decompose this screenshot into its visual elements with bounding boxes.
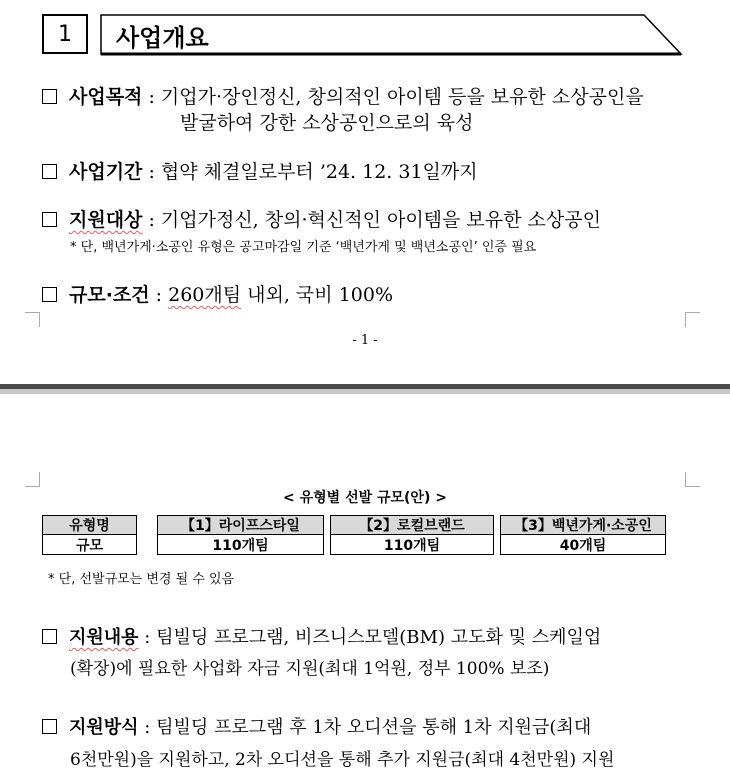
item-support-content: 지원내용 : 팀빌딩 프로그램, 비즈니스모델(BM) 고도화 및 스케일업	[42, 623, 601, 649]
target-note: * 단, 백년가게·소공인 유형은 공고마감일 기준 ‘백년가게 및 백년소공인’ 인증 필요	[70, 240, 537, 255]
table-header-type: 유형명	[42, 515, 137, 535]
item-text: 협약 체결일로부터 ’24. 12. 31일까지	[160, 161, 478, 183]
section-number: 1	[58, 21, 72, 47]
item-text: 260개팀	[168, 284, 242, 306]
section-number-box	[42, 14, 88, 54]
page-number: - 1 -	[352, 333, 378, 348]
item-label: 사업기간	[69, 161, 143, 183]
table-note: * 단, 선발규모는 변경 될 수 있음	[48, 572, 235, 587]
checkbox-square-icon	[42, 629, 57, 644]
page-corner-mark	[685, 312, 700, 327]
checkbox-square-icon	[42, 287, 57, 302]
item-support-method-continued: 6천만원)을 지원하고, 2차 오디션을 통해 추가 지원금(최대 4천만원) 지원	[70, 750, 615, 770]
item-text: 팀빌딩 프로그램 후 1차 오디션을 통해 1차 지원금(최대	[156, 717, 592, 738]
item-text: 기업가·장인정신, 창의적인 아이템 등을 보유한 소상공인을	[160, 86, 644, 108]
item-purpose-continued: 발굴하여 강한 소상공인으로의 육성	[180, 112, 474, 134]
item-label: 지원대상	[69, 209, 143, 231]
table-cell-local-brand: 110개팀	[330, 534, 494, 555]
page-separator-shadow	[0, 389, 730, 394]
checkbox-square-icon	[42, 164, 57, 179]
item-label: 지원방식	[69, 717, 139, 738]
item-purpose: 사업목적 : 기업가·장인정신, 창의적인 아이템 등을 보유한 소상공인을	[42, 82, 644, 109]
table-cell-lifestyle: 110개팀	[157, 534, 324, 555]
table-header-local-brand: 【2】로컬브랜드	[330, 515, 494, 535]
table-title: < 유형별 선발 규모(안) >	[283, 490, 447, 506]
item-label: 규모·조건	[69, 284, 150, 306]
section-title: 사업개요	[116, 24, 209, 52]
item-support-method: 지원방식 : 팀빌딩 프로그램 후 1차 오디션을 통해 1차 지원금(최대	[42, 713, 591, 739]
item-label: 지원내용	[69, 627, 139, 648]
item-label: 사업목적	[69, 86, 143, 108]
page-corner-mark	[25, 472, 40, 487]
item-target: 지원대상 : 기업가정신, 창의·혁신적인 아이템을 보유한 소상공인	[42, 205, 601, 232]
table-row-label: 규모	[42, 534, 137, 555]
item-text: 기업가정신, 창의·혁신적인 아이템을 보유한 소상공인	[160, 209, 601, 231]
item-support-content-continued: (확장)에 필요한 사업화 자금 지원(최대 1억원, 정부 100% 보조)	[70, 659, 550, 679]
checkbox-square-icon	[42, 719, 57, 734]
item-period: 사업기간 : 협약 체결일로부터 ’24. 12. 31일까지	[42, 157, 478, 184]
checkbox-square-icon	[42, 89, 57, 104]
table-cell-centennial: 40개팀	[500, 534, 666, 555]
table-header-centennial: 【3】백년가게·소공인	[500, 515, 666, 535]
checkbox-square-icon	[42, 212, 57, 227]
item-scale: 규모·조건 : 260개팀 내외, 국비 100%	[42, 280, 393, 307]
item-text: 팀빌딩 프로그램, 비즈니스모델(BM) 고도화 및 스케일업	[156, 627, 602, 648]
page-corner-mark	[685, 472, 700, 487]
page-corner-mark	[25, 312, 40, 327]
table-header-lifestyle: 【1】라이프스타일	[157, 515, 324, 535]
